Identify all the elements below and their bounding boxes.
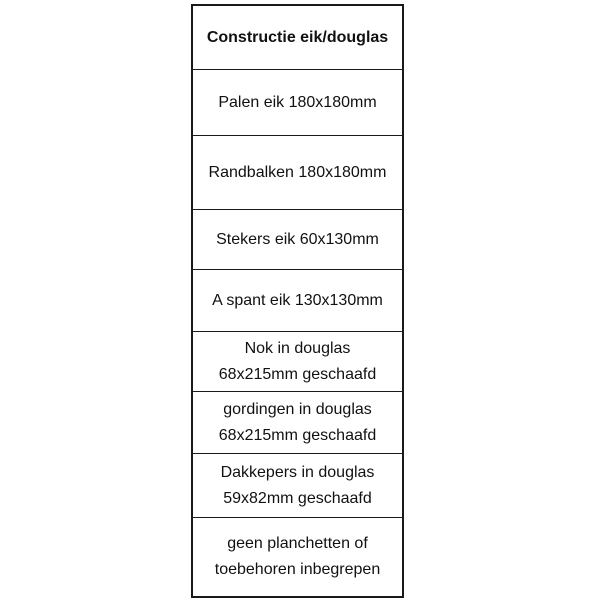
row-text-nok: Nok in douglas 68x215mm geschaafd: [218, 339, 377, 383]
construction-spec-table: [191, 4, 404, 598]
table-row: [193, 518, 402, 596]
table-row: [193, 332, 402, 392]
table-row: [193, 392, 402, 454]
table-row: [193, 70, 402, 136]
table-row: [193, 454, 402, 518]
row-text-a-spant: A spant eik 130x130mm: [212, 291, 383, 309]
table-row: [193, 270, 402, 332]
table-row: [193, 210, 402, 270]
table-row: [193, 136, 402, 210]
row-text-gordingen: gordingen in douglas 68x215mm geschaafd: [218, 400, 377, 444]
row-text-geen-planchetten: geen planchetten of toebehoren inbegrepen: [214, 535, 381, 578]
table-header-label: Constructie eik/douglas: [206, 28, 389, 46]
row-text-randbalken: Randbalken 180x180mm: [208, 163, 387, 181]
row-text-palen: Palen eik 180x180mm: [218, 93, 377, 111]
row-text-dakkepers: Dakkepers in douglas 59x82mm geschaafd: [220, 463, 375, 507]
table-header: [193, 6, 402, 70]
row-text-stekers: Stekers eik 60x130mm: [216, 230, 379, 248]
